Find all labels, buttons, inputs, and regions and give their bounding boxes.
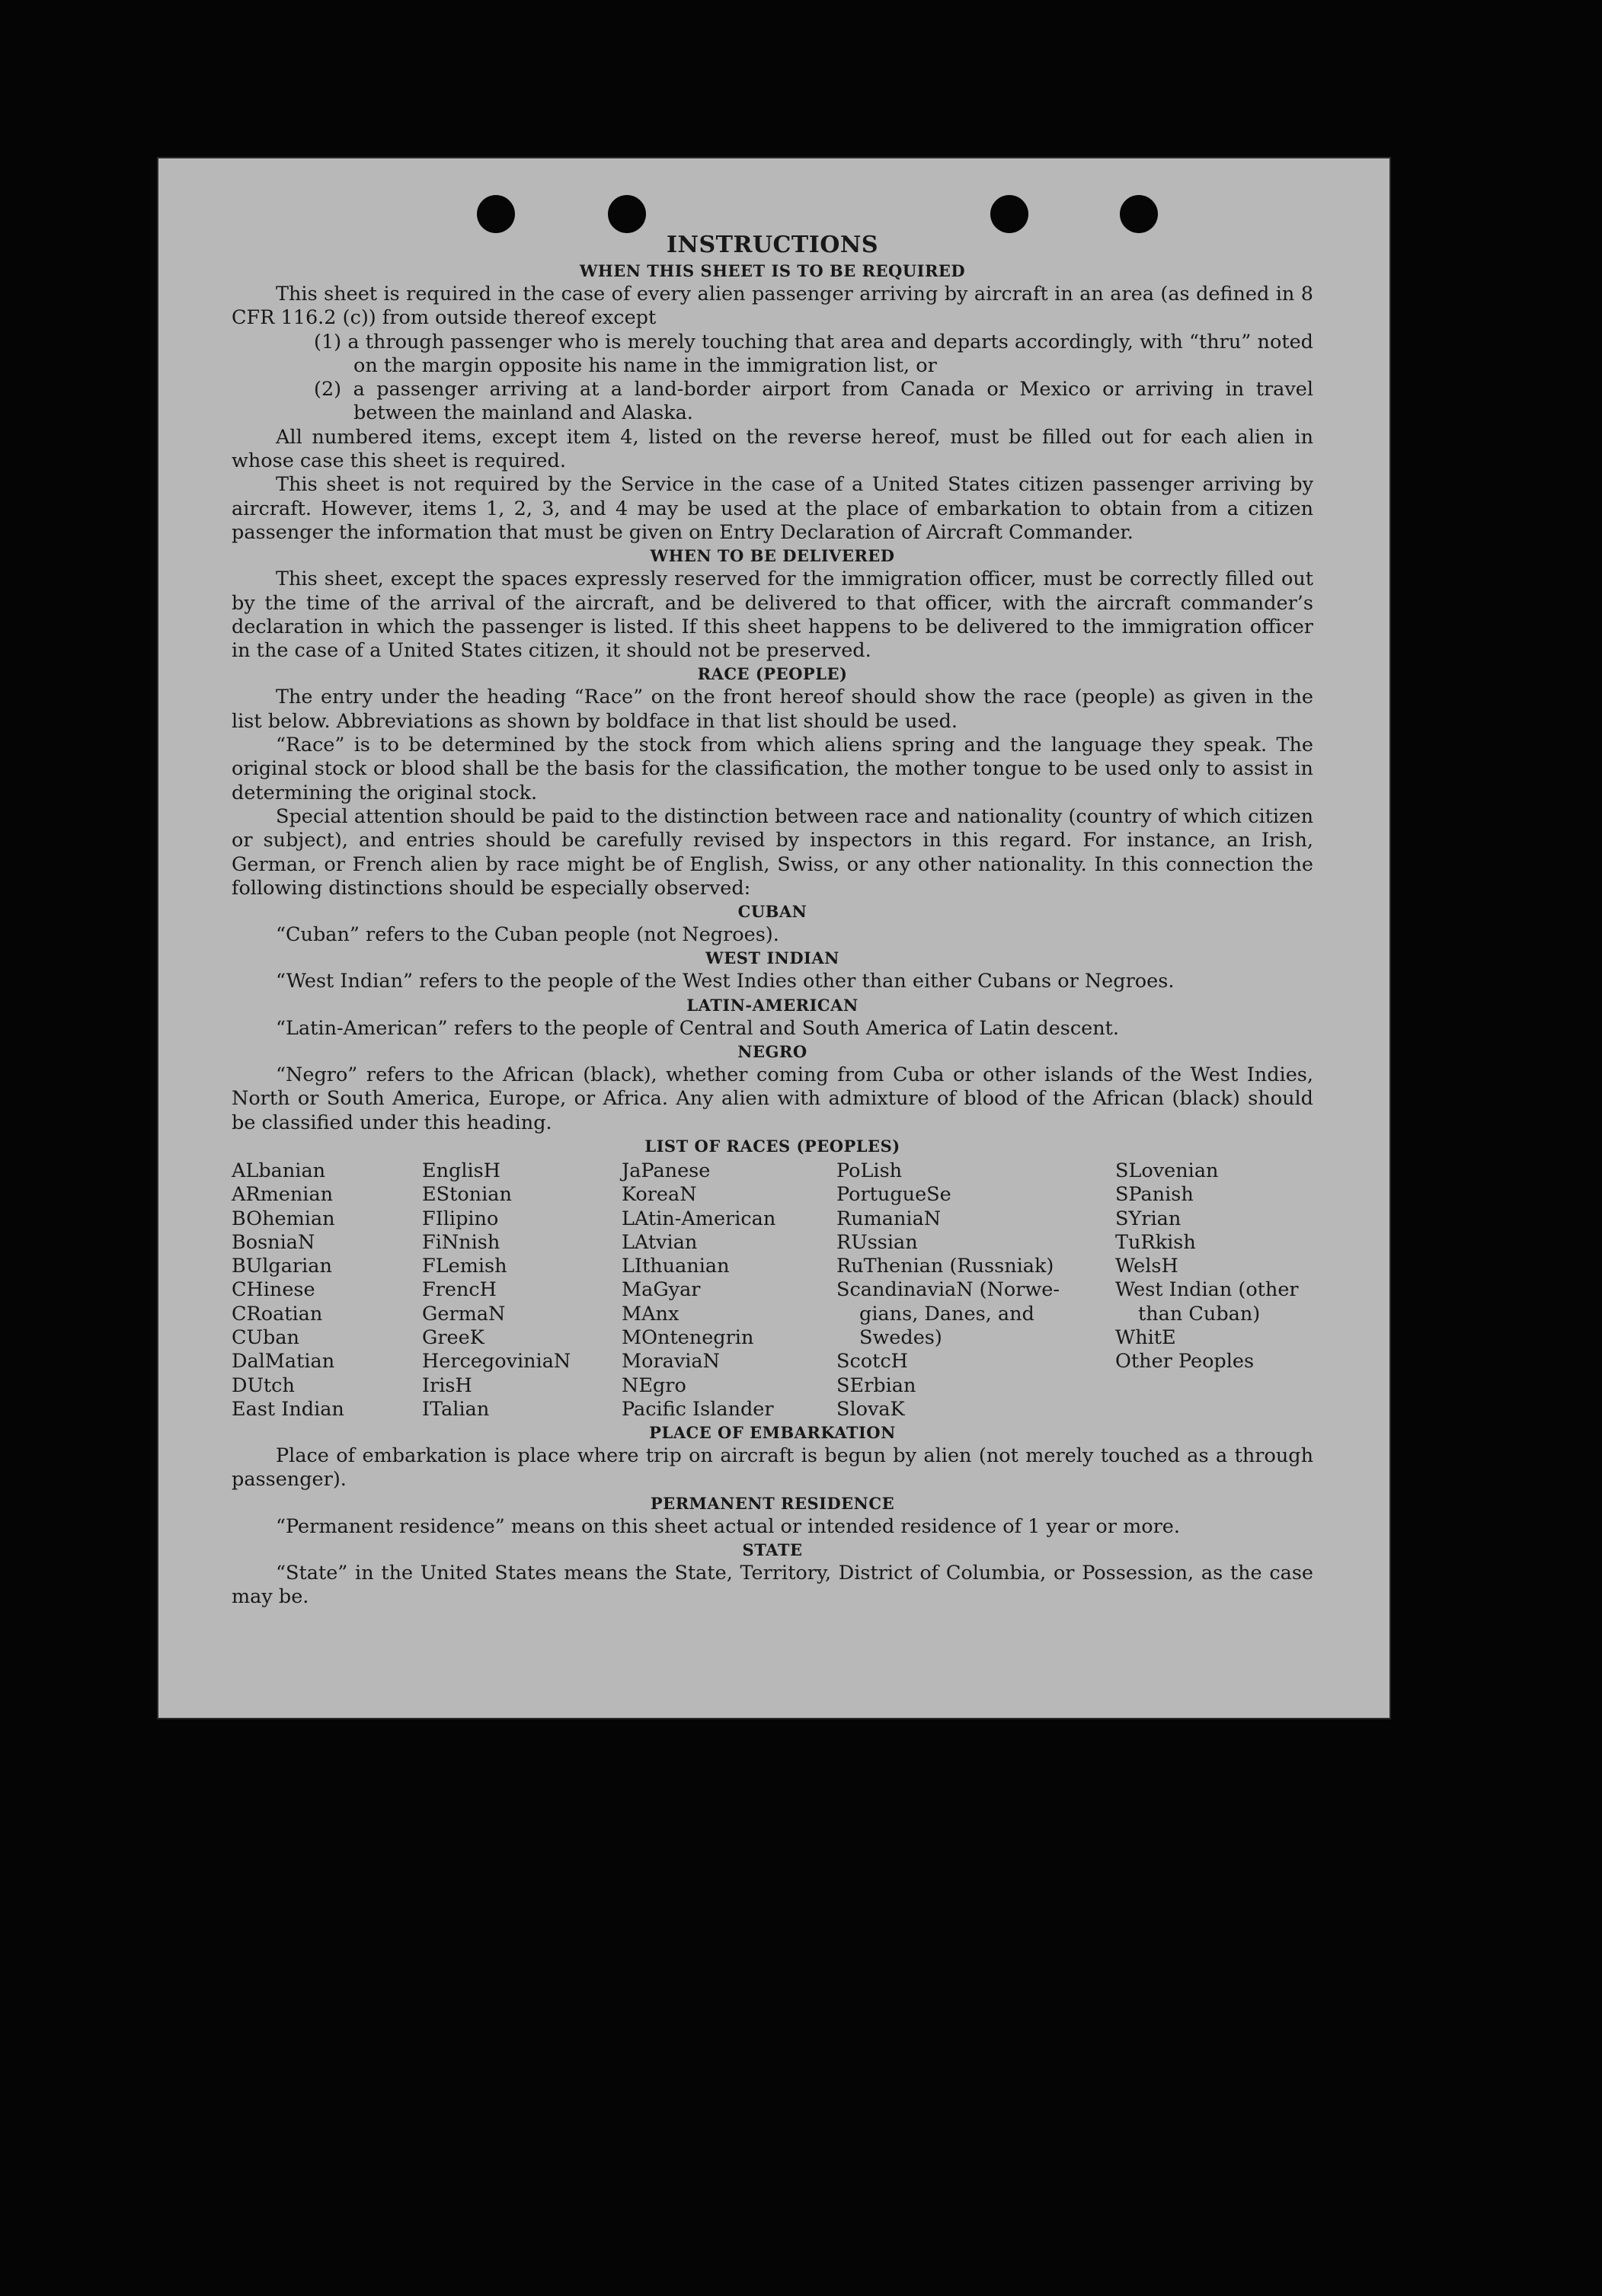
paragraph: Special attention should be paid to the distinction between race and nationality (country of which citizen or subject), and entries should be carefully revised by inspectors in this regard. For instance, an Irish, German, or French alien by race might be of English, Swiss, or any other nationality. In this connection the following distinctions should be especially observed: [232,804,1313,900]
race-entry: FiNnish [422,1230,500,1254]
race-entry: DalMatian [232,1350,335,1373]
race-entry: BosniaN [232,1230,315,1254]
paragraph: The entry under the heading “Race” on the front hereof should show the race (people) as given in the list below. Abbreviations as shown by boldface in that list should be used. [232,686,1313,733]
section-heading-embarkation: PLACE OF EMBARKATION [649,1423,896,1443]
paragraph: “Permanent residence” means on this sheet actual or intended residence of 1 year or more. [276,1514,1180,1538]
section-heading-west-indian: WEST INDIAN [705,948,839,968]
races-column [836,1159,1115,1421]
race-entry: CRoatian [232,1302,323,1325]
race-entry: BUlgarian [232,1255,332,1278]
punch-hole [477,195,515,233]
race-entry: HercegoviniaN [422,1350,571,1373]
race-entry: Other Peoples [1115,1350,1255,1373]
paragraph: This sheet is required in the case of every alien passenger arriving by aircraft in an area (as defined in 8 CFR 116.2 (c)) from outside thereof except [232,283,1313,330]
paragraph: All numbered items, except item 4, listed on the reverse hereof, must be filled out for each alien in whose case this sheet is required. [232,425,1313,473]
page-title: INSTRUCTIONS [667,232,878,258]
race-entry: ScandinaviaN (Norwe- [836,1278,1060,1302]
race-entry: MoraviaN [622,1350,720,1373]
punch-hole [990,195,1028,233]
paragraph: This sheet, except the spaces expressly reserved for the immigration officer, must be correctly filled out by the time of the arrival of the aircraft, and be delivered to that officer, with the aircraft commander’s declaration in which the passenger is listed. If this sheet happens to be delivered to the immigration officer in the case of a United States citizen, it should not be preserved. [232,568,1313,663]
section-heading-when-delivered: WHEN TO BE DELIVERED [650,546,895,566]
section-heading-cuban: CUBAN [737,902,807,922]
paragraph: “State” in the United States means the State, Territory, District of Columbia, or Possession, as the case may be. [232,1562,1313,1609]
race-entry: EnglisH [422,1159,500,1182]
races-column [622,1159,836,1421]
race-entry: JaPanese [622,1159,711,1182]
section-heading-race: RACE (PEOPLE) [697,664,848,684]
race-entry: LIthuanian [622,1255,730,1278]
punch-hole [1120,195,1158,233]
race-entry: Pacific Islander [622,1397,774,1421]
paragraph: “Race” is to be determined by the stock from which aliens spring and the language they speak. The original stock or blood shall be the basis for the classification, the mother tongue to be used only to assist in determining the original stock. [232,734,1313,804]
race-entry-continued: Swedes) [859,1325,942,1349]
race-entry: ARmenian [232,1183,334,1207]
race-entry: East Indian [232,1397,344,1421]
race-entry: WelsH [1115,1255,1178,1278]
section-heading-latin-american: LATIN-AMERICAN [686,995,859,1015]
paragraph: “Latin-American” refers to the people of Central and South America of Latin descent. [276,1016,1120,1040]
races-column [1115,1159,1313,1421]
section-heading-permanent-residence: PERMANENT RESIDENCE [650,1493,895,1513]
paragraph: “Cuban” refers to the Cuban people (not Negroes). [276,923,779,947]
races-column [422,1159,622,1421]
races-column [232,1159,422,1421]
race-entry: RUssian [836,1230,918,1254]
race-entry: PortugueSe [836,1183,951,1207]
paragraph: “West Indian” refers to the people of the West Indies other than either Cubans or Negroes. [276,970,1175,993]
race-entry: GreeK [422,1325,484,1349]
paragraph: Place of embarkation is place where trip on aircraft is begun by alien (not merely touched as a through passenger). [232,1444,1313,1492]
paragraph: “Negro” refers to the African (black), whether coming from Cuba or other islands of the West Indies, North or South America, Europe, or Africa. Any alien with admixture of blood of the African (black) should be classified under this heading. [232,1063,1313,1134]
race-entry: SPanish [1115,1183,1194,1207]
race-entry: West Indian (other [1115,1278,1299,1302]
race-entry: IrisH [422,1373,472,1397]
section-heading-list-of-races: LIST OF RACES (PEOPLES) [644,1136,900,1156]
races-table [232,1159,1313,1421]
race-entry: RumaniaN [836,1207,942,1230]
list-item: (1) a through passenger who is merely touching that area and departs accordingly, with “thru” noted on the margin opposite his name in the immigration list, or [314,330,1313,377]
race-entry: MOntenegrin [622,1325,754,1349]
race-entry: EStonian [422,1183,512,1207]
race-entry: FLemish [422,1255,507,1278]
race-entry: MaGyar [622,1278,701,1302]
race-entry: SErbian [836,1373,916,1397]
race-entry: ScotcH [836,1350,908,1373]
race-entry: BOhemian [232,1207,335,1230]
section-heading-when-required: WHEN THIS SHEET IS TO BE REQUIRED [579,261,966,280]
race-entry: FIlipino [422,1207,499,1230]
punch-hole [608,195,646,233]
list-item: (2) a passenger arriving at a land-border airport from Canada or Mexico or arriving in travel between the mainland and Alaska. [314,378,1313,425]
section-heading-state: STATE [742,1540,803,1560]
race-entry: SLovenian [1115,1159,1219,1182]
race-entry: DUtch [232,1373,295,1397]
race-entry: RuThenian (Russniak) [836,1255,1054,1278]
race-entry: LAtvian [622,1230,698,1254]
section-heading-negro: NEGRO [737,1042,807,1062]
race-entry: SlovaK [836,1397,905,1421]
race-entry: NEgro [622,1373,686,1397]
race-entry: ALbanian [232,1159,326,1182]
paragraph: This sheet is not required by the Service in the case of a United States citizen passenger arriving by aircraft. However, items 1, 2, 3, and 4 may be used at the place of embarkation to obtain from a citizen passenger the information that must be given on Entry Declaration of Aircraft Commander. [232,473,1313,544]
race-entry: MAnx [622,1302,679,1325]
race-entry: WhitE [1115,1325,1176,1349]
race-entry: CUban [232,1325,299,1349]
race-entry: TuRkish [1115,1230,1196,1254]
instructions-content [232,231,1313,1610]
race-entry: FrencH [422,1278,497,1302]
race-entry-continued: than Cuban) [1138,1302,1261,1325]
document-sheet [158,158,1389,1718]
race-entry: KoreaN [622,1183,697,1207]
race-entry-continued: gians, Danes, and [859,1302,1034,1325]
race-entry: LAtin-American [622,1207,776,1230]
race-entry: CHinese [232,1278,315,1302]
race-entry: SYrian [1115,1207,1182,1230]
race-entry: PoLish [836,1159,903,1182]
race-entry: ITalian [422,1397,490,1421]
race-entry: GermaN [422,1302,506,1325]
